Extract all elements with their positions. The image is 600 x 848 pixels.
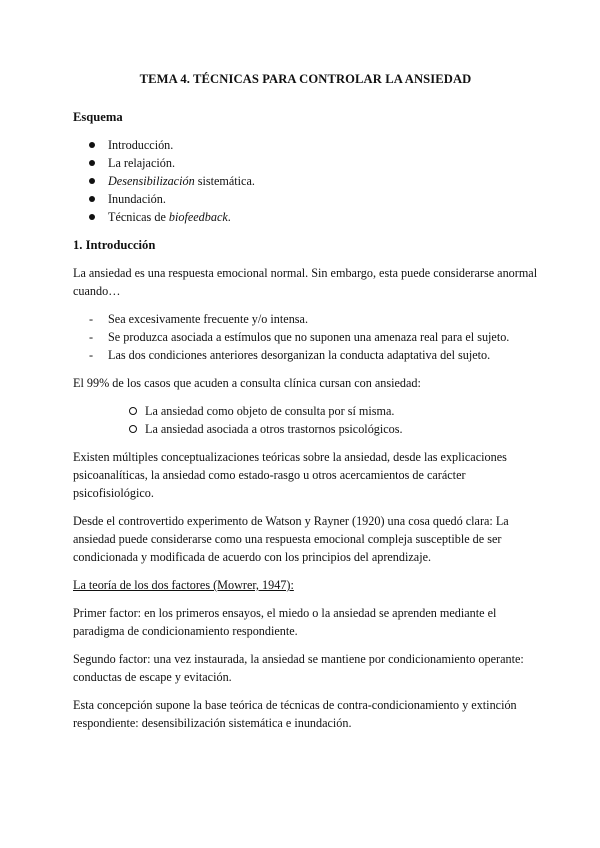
theory-heading: La teoría de los dos factores (Mowrer, 1947): bbox=[73, 578, 294, 592]
esquema-item-inundacion: Inundación. bbox=[87, 190, 538, 208]
page-title: TEMA 4. TÉCNICAS PARA CONTROLAR LA ANSIEDAD bbox=[139, 72, 472, 86]
section-heading-introduccion: 1. Introducción bbox=[73, 238, 156, 252]
esquema-item-relajacion: La relajación. bbox=[87, 154, 538, 172]
consulta-item: La ansiedad como objeto de consulta por sí misma. bbox=[129, 402, 538, 420]
paragraph-concepcion: Esta concepción supone la base teórica de técnicas de contra-condicionamiento y extinción respondiente: desensibilización sistemática e inundación. bbox=[73, 698, 517, 730]
paragraph-99-percent: El 99% de los casos que acuden a consulta clínica cursan con ansiedad: bbox=[73, 376, 421, 390]
paragraph-conceptualizaciones: Existen múltiples conceptualizaciones teóricas sobre la ansiedad, desde las explicaciones psicoanalíticas, la ansiedad como estado-rasgo u otros acercamientos de carácter psicofisiológico. bbox=[73, 450, 507, 500]
esquema-item-biofeedback: Técnicas de biofeedback. bbox=[87, 208, 538, 226]
esquema-item-desensibilizacion: Desensibilización sistemática. bbox=[87, 172, 538, 190]
consulta-item: La ansiedad asociada a otros trastornos psicológicos. bbox=[129, 420, 538, 438]
esquema-list bbox=[73, 136, 538, 226]
paragraph-segundo-factor: Segundo factor: una vez instaurada, la ansiedad se mantiene por condicionamiento operante: conductas de escape y evitación. bbox=[73, 652, 524, 684]
paragraph-ansiedad-normal: La ansiedad es una respuesta emocional normal. Sin embargo, esta puede considerarse anormal cuando… bbox=[73, 266, 538, 298]
conditions-list bbox=[73, 310, 538, 364]
esquema-item-introduccion: Introducción. bbox=[87, 136, 538, 154]
paragraph-watson-rayner: Desde el controvertido experimento de Watson y Rayner (1920) una cosa quedó clara: La ansiedad puede considerarse como una respuesta emocional compleja susceptible de ser condicionada y modificada de acuerdo con los principios del aprendizaje. bbox=[73, 514, 509, 564]
condition-item: - Sea excesivamente frecuente y/o intensa. bbox=[89, 310, 538, 328]
esquema-heading: Esquema bbox=[73, 110, 123, 124]
consulta-list bbox=[73, 402, 538, 438]
condition-item: - Las dos condiciones anteriores desorganizan la conducta adaptativa del sujeto. bbox=[89, 346, 538, 364]
condition-item: - Se produzca asociada a estímulos que no suponen una amenaza real para el sujeto. bbox=[89, 328, 538, 346]
paragraph-primer-factor: Primer factor: en los primeros ensayos, el miedo o la ansiedad se aprenden mediante el paradigma de condicionamiento respondiente. bbox=[73, 606, 497, 638]
